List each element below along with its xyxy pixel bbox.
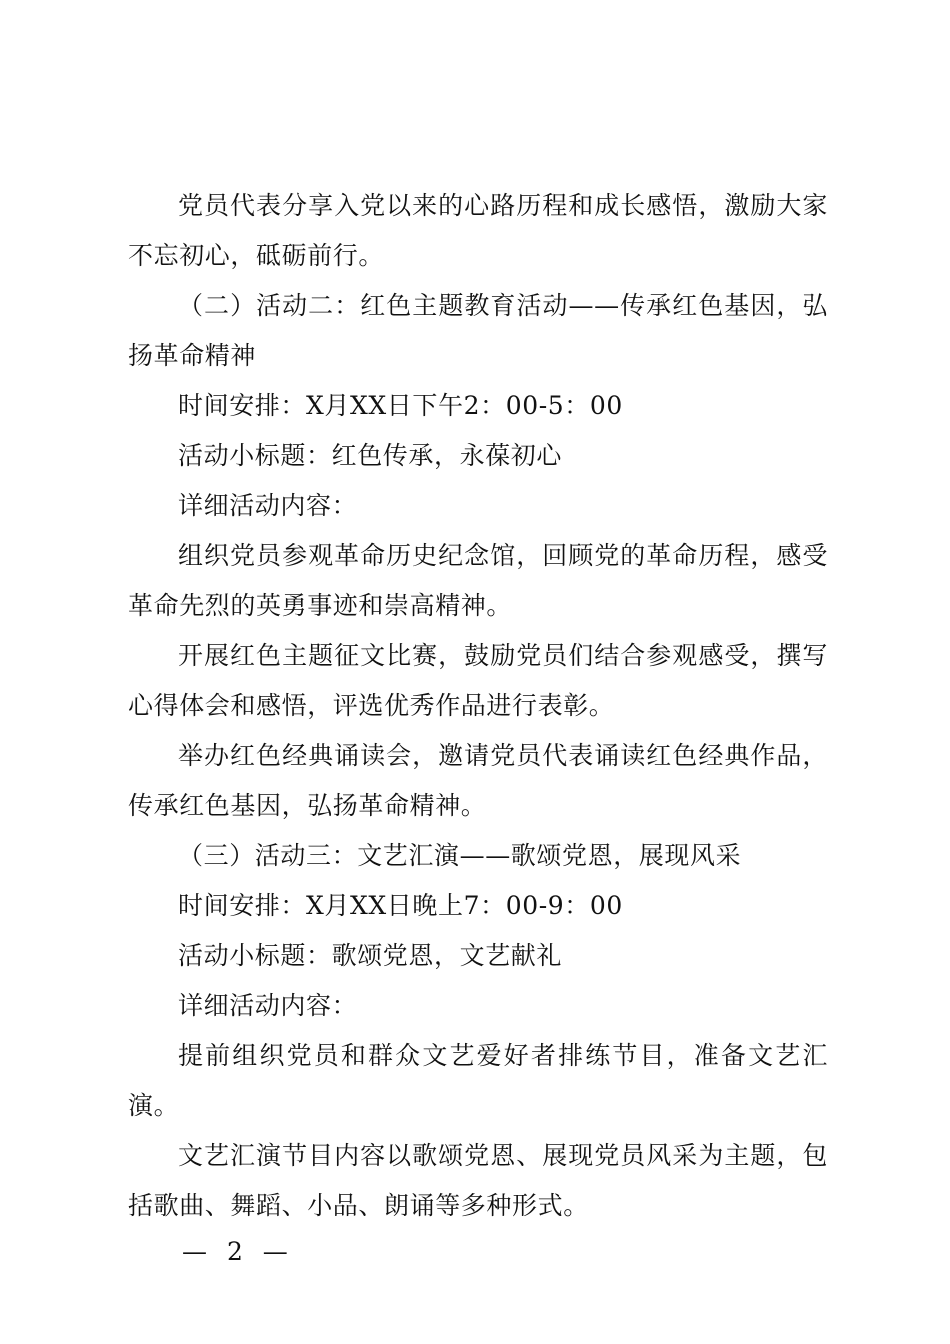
document-body <box>128 181 828 1231</box>
heading-activity-three: （三）活动三：文艺汇演——歌颂党恩，展现风采 <box>178 841 742 870</box>
activity-three-time: 时间安排：X月XX日晚上7：00-9：00 <box>178 891 623 920</box>
paragraph-speech-sharing: 党员代表分享入党以来的心路历程和成长感悟，激励大家不忘初心，砥砺前行。 <box>128 191 828 270</box>
paragraph-essay-contest: 开展红色主题征文比赛，鼓励党员们结合参观感受，撰写心得体会和感悟，评选优秀作品进行表彰。 <box>128 641 828 720</box>
activity-two-details-label: 详细活动内容： <box>178 491 358 520</box>
paragraph-reading-session: 举办红色经典诵读会，邀请党员代表诵读红色经典作品，传承红色基因，弘扬革命精神。 <box>128 741 828 820</box>
page-number: — 2 — <box>182 1237 294 1266</box>
activity-two-subtitle: 活动小标题：红色传承，永葆初心 <box>178 441 563 470</box>
paragraph-performance-content: 文艺汇演节目内容以歌颂党恩、展现党员风采为主题，包括歌曲、舞蹈、小品、朗诵等多种形式。 <box>128 1141 828 1220</box>
paragraph-rehearsal: 提前组织党员和群众文艺爱好者排练节目，准备文艺汇演。 <box>128 1041 828 1120</box>
activity-three-subtitle: 活动小标题：歌颂党恩，文艺献礼 <box>178 941 563 970</box>
paragraph-museum-visit: 组织党员参观革命历史纪念馆，回顾党的革命历程，感受革命先烈的英勇事迹和崇高精神。 <box>128 541 828 620</box>
activity-two-time: 时间安排：X月XX日下午2：00-5：00 <box>178 391 623 420</box>
heading-activity-two: （二）活动二：红色主题教育活动——传承红色基因，弘扬革命精神 <box>128 291 828 370</box>
activity-three-details-label: 详细活动内容： <box>178 991 358 1020</box>
